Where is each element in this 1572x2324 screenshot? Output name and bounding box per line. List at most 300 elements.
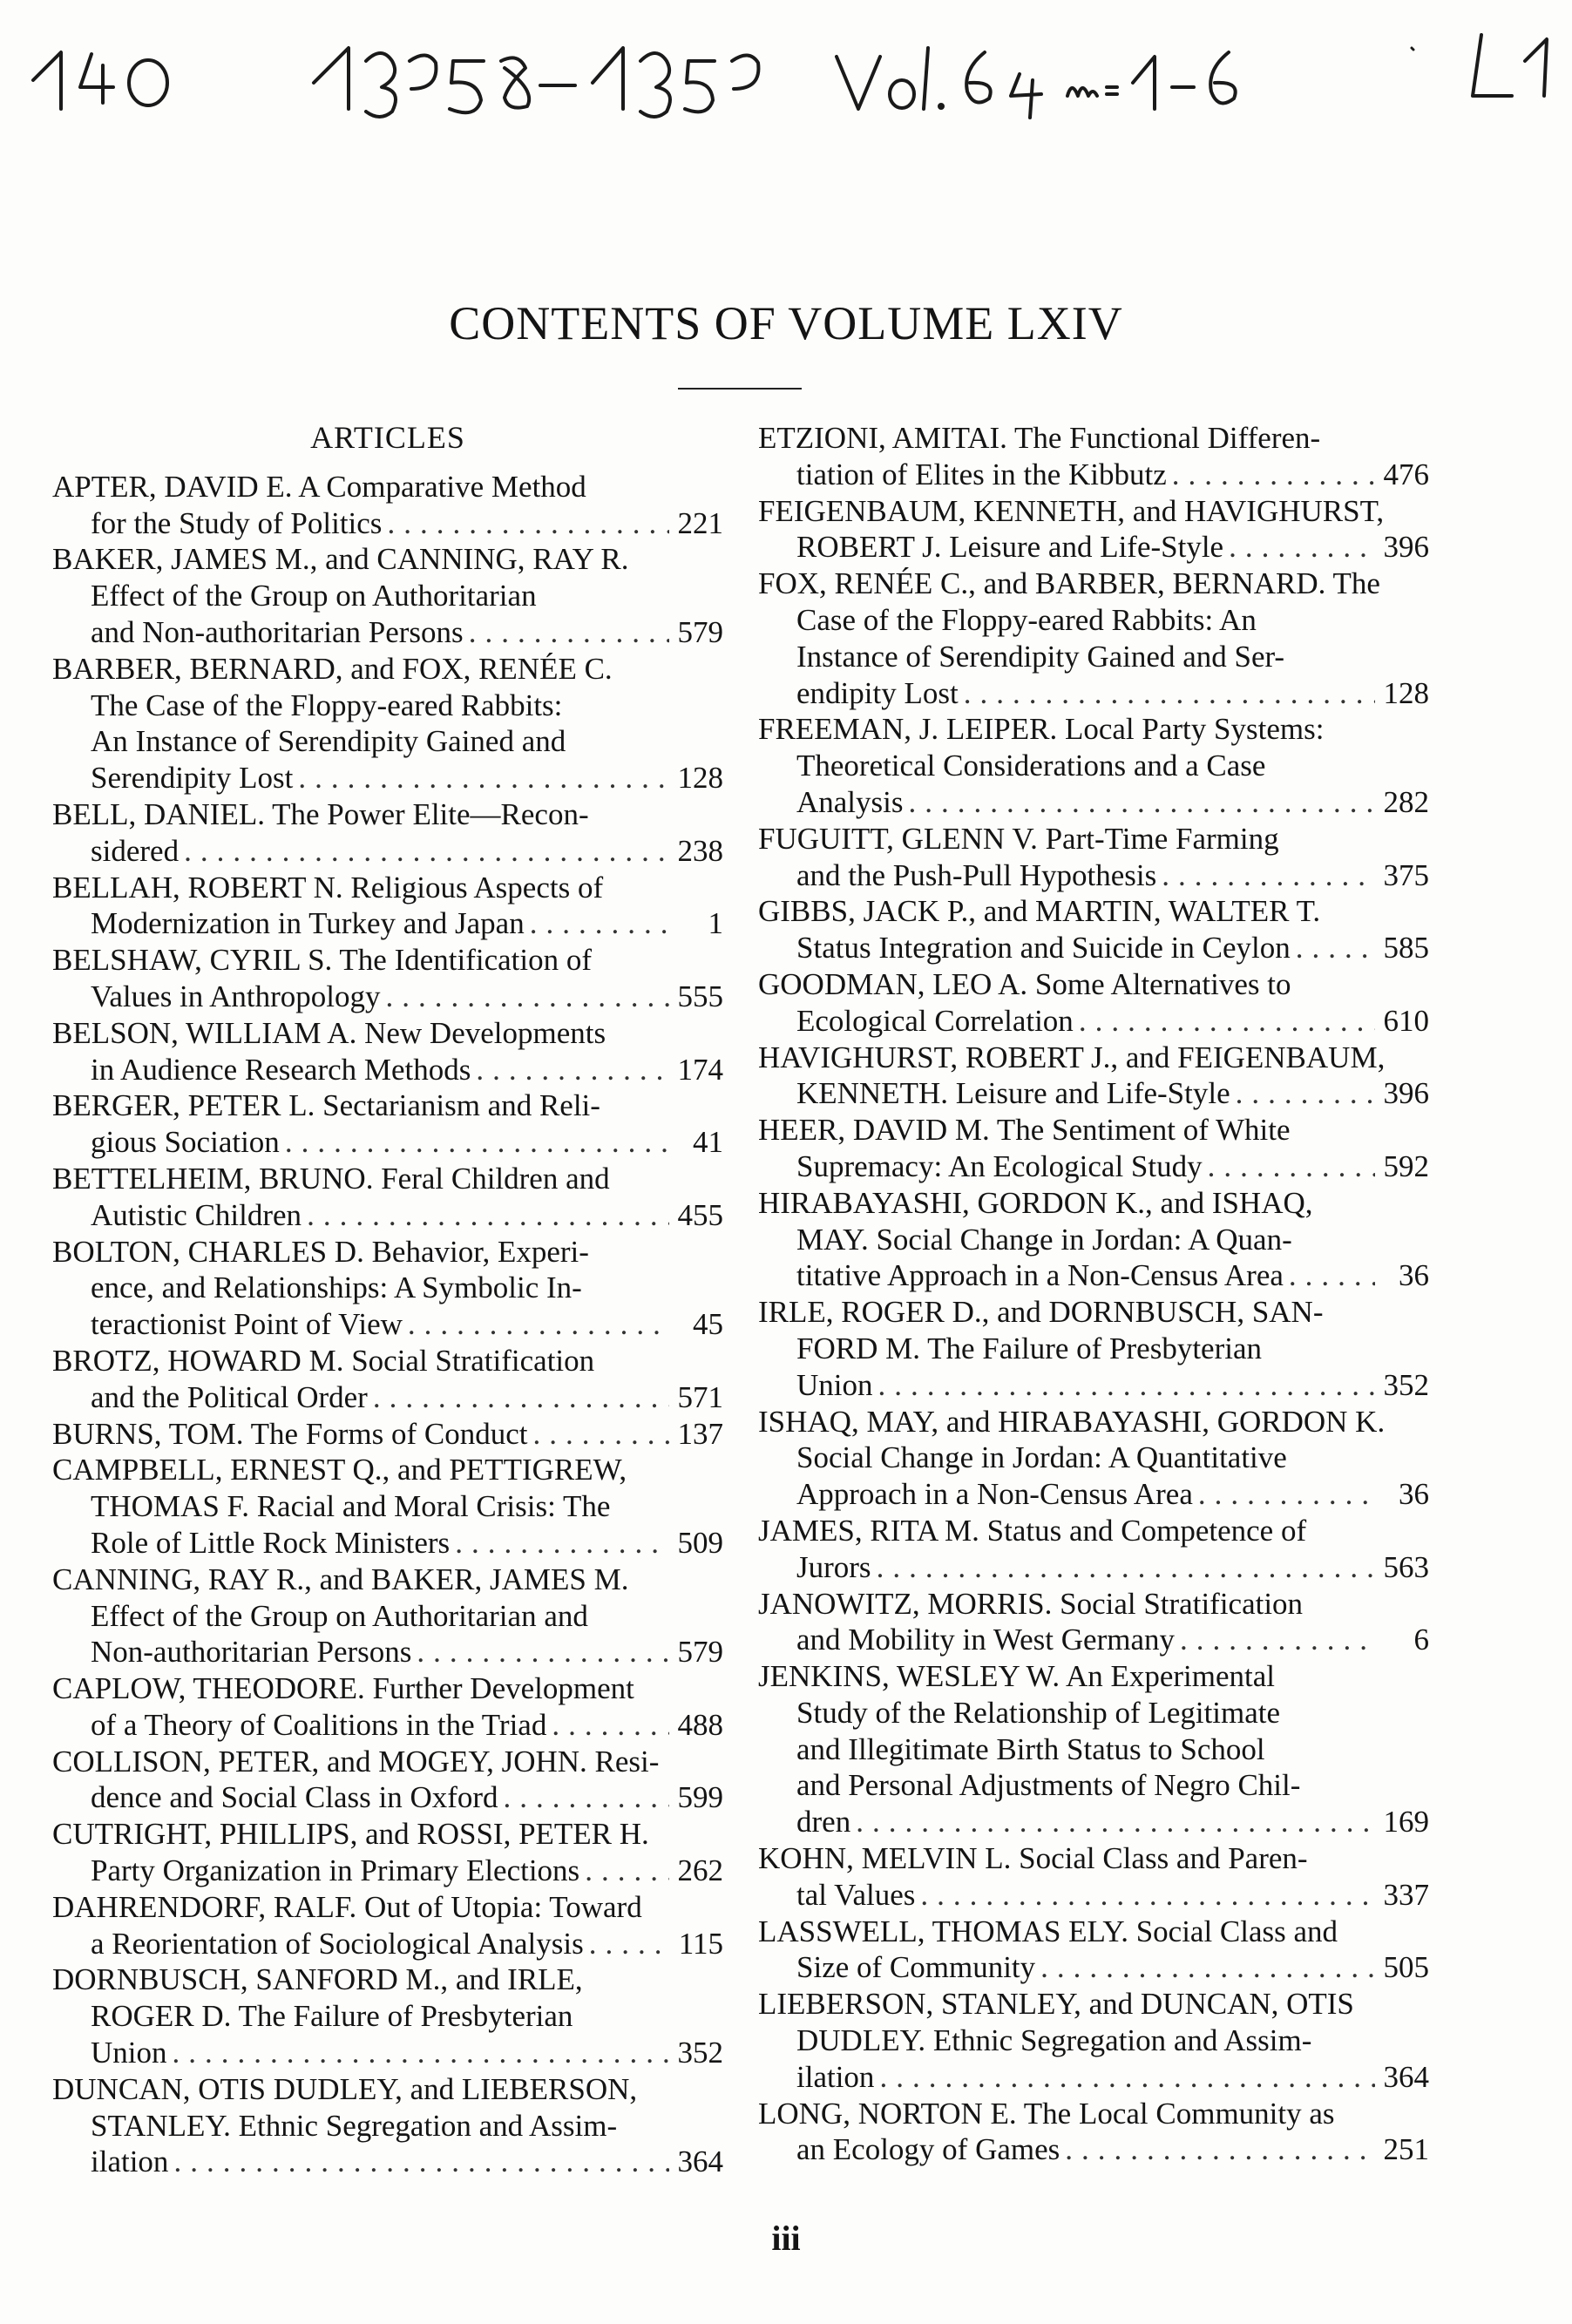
page-number: 41 [693,1125,723,1160]
page-number: 488 [677,1707,723,1742]
toc-entry-line [52,833,723,870]
toc-entry-text: and Illegitimate Birth Status to School [796,1731,1265,1766]
leader-dots [1208,1148,1375,1185]
toc-entry [52,1562,723,1670]
toc-entry-text: FUGUITT, GLENN V. Part-Time Farming [758,821,1279,856]
toc-entry-line [758,1476,1429,1513]
toc-entry-text: Analysis [796,784,904,819]
leader-dots [408,1306,669,1343]
toc-entry-text: Party Organization in Primary Elections [91,1853,580,1888]
toc-entry-text: Union [796,1367,873,1402]
toc-entry-text: HEER, DAVID M. The Sentiment of White [758,1113,1291,1148]
toc-entry [758,566,1429,711]
toc-entry-line [758,1112,1429,1148]
toc-entry [758,1840,1429,1914]
toc-entry-line [758,1257,1429,1294]
toc-entry-text: BOLTON, CHARLES D. Behavior, Experi- [52,1234,589,1269]
handwriting-svg [0,0,1572,166]
toc-entry-line [758,1767,1429,1804]
toc-entry-line [758,1148,1429,1185]
toc-entry-line [52,688,723,724]
toc-entry-text: Supremacy: An Ecological Study [796,1148,1203,1183]
page-number: 221 [677,505,723,540]
toc-entry-text: dence and Social Class in Oxford [91,1780,498,1815]
toc-entry-text: Union [91,2036,167,2070]
toc-entry-text: BARBER, BERNARD, and FOX, RENÉE C. [52,651,613,686]
toc-entry-line [758,821,1429,857]
leader-dots [1172,457,1375,493]
toc-entry-line [758,529,1429,566]
leader-dots [530,905,669,942]
leader-dots [387,505,669,542]
toc-entry [758,1112,1429,1185]
leader-dots [469,614,669,651]
toc-entry [52,2071,723,2180]
toc-entry-line [52,1634,723,1670]
toc-entry-text: JANOWITZ, MORRIS. Social Stratification [758,1586,1304,1621]
toc-entry-line [758,566,1429,602]
toc-entry-text: LIEBERSON, STANLEY, and DUNCAN, OTIS [758,1987,1354,2022]
leader-dots [856,1804,1375,1840]
page-number: 115 [678,1926,723,1961]
toc-entry-line [758,1986,1429,2022]
toc-entry-text: dren [796,1805,851,1840]
page-number: 174 [677,1052,723,1087]
toc-entry [758,1914,1429,1987]
toc-entry-line [52,1306,723,1343]
leader-dots [307,1197,669,1234]
toc-entry-line [758,1914,1429,1950]
leader-dots [589,1926,669,1962]
toc-entry-line [52,1161,723,1197]
toc-entry-text: KENNETH. Leisure and Life-Style [796,1076,1230,1111]
toc-entry-line [52,1779,723,1816]
leader-dots [455,1525,669,1562]
toc-entry-text: Modernization in Turkey and Japan [91,906,525,941]
toc-entry-text: Autistic Children [91,1197,302,1232]
toc-entry-text: BELSON, WILLIAM A. New Developments [52,1015,606,1050]
toc-entry-text: JENKINS, WESLEY W. An Experimental [758,1659,1276,1694]
toc-entry-line [52,1015,723,1052]
toc-entry-line [758,602,1429,639]
toc-entry-line [758,675,1429,712]
toc-entry-line [52,1525,723,1562]
toc-entry-line [758,639,1429,675]
leader-dots [1296,930,1375,966]
toc-entry-line [758,784,1429,821]
page-title: CONTENTS OF VOLUME LXIV [449,297,1123,349]
toc-entry [758,2096,1429,2169]
toc-entry-text: FOX, RENÉE C., and BARBER, BERNARD. The [758,566,1380,601]
page-number: 169 [1383,1805,1429,1840]
toc-entry-line [758,1840,1429,1877]
toc-entry-text: DUDLEY. Ethnic Segregation and Assim- [796,2023,1312,2058]
toc-entry-line [758,2059,1429,2096]
toc-entry-text: THOMAS F. Racial and Moral Crisis: The [91,1489,611,1524]
toc-entry-line [52,1379,723,1416]
toc-entry-line [758,711,1429,748]
leader-dots [879,2059,1375,2096]
toc-entry-line [52,1707,723,1744]
page-number: 128 [1383,675,1429,710]
right-entries [758,420,1429,2168]
toc-entry-text: JAMES, RITA M. Status and Competence of [758,1513,1307,1548]
toc-entry-text: Role of Little Rock Ministers [91,1525,451,1560]
toc-entry-text: and Mobility in West Germany [796,1623,1175,1657]
toc-entry-line [758,420,1429,457]
toc-entry-text: Case of the Floppy-eared Rabbits: An [796,602,1257,637]
toc-entry [52,1962,723,2070]
leader-dots [1198,1476,1375,1513]
toc-entry-line [52,614,723,651]
page-number: 282 [1383,784,1429,819]
toc-entry-text: BROTZ, HOWARD M. Social Stratification [52,1343,595,1378]
toc-entry-line [52,1197,723,1234]
toc-entry-line [52,1452,723,1488]
page-number: 396 [1383,1076,1429,1111]
toc-entry-line [52,2144,723,2180]
toc-entry-line [758,457,1429,493]
toc-entry-line [52,760,723,796]
toc-entry-text: tal Values [796,1877,916,1912]
toc-entry-text: Study of the Relationship of Legitimate [796,1695,1281,1730]
toc-entry-line [52,870,723,906]
leader-dots [173,2035,670,2071]
toc-entry [52,1234,723,1343]
page-number: 238 [677,833,723,868]
toc-entry-text: BAKER, JAMES M., and CANNING, RAY R. [52,542,629,577]
page-number: 1 [708,906,723,941]
toc-entry-line [758,1549,1429,1586]
toc-entry-text: Approach in a Non-Census Area [796,1477,1193,1512]
leader-dots [877,1549,1375,1586]
toc-entry-line [758,2096,1429,2132]
leader-dots [909,784,1376,821]
toc-entry [758,1658,1429,1840]
toc-entry-text: ROGER D. The Failure of Presbyterian [91,1999,573,2034]
toc-entry-text: CAPLOW, THEODORE. Further Development [52,1671,634,1706]
left-entries [52,469,723,2180]
toc-entry-line [52,1998,723,2035]
toc-entry-line [52,1270,723,1306]
toc-entry-text: BETTELHEIM, BRUNO. Feral Children and [52,1161,610,1196]
toc-entry [758,1185,1429,1294]
toc-entry-line [52,1744,723,1780]
toc-entry-line [52,505,723,542]
toc-entry-text: DUNCAN, OTIS DUDLEY, and LIEBERSON, [52,2071,638,2106]
leader-dots [585,1853,669,1889]
toc-entry [52,651,723,796]
leader-dots [1079,1003,1375,1040]
toc-entry-line [52,1562,723,1598]
toc-entry-text: BELLAH, ROBERT N. Religious Aspects of [52,870,604,905]
toc-entry-text: KOHN, MELVIN L. Social Class and Paren- [758,1841,1308,1876]
toc-entry-text: FEIGENBAUM, KENNETH, and HAVIGHURST, [758,493,1385,528]
toc-entry-line [758,966,1429,1003]
toc-entry [758,420,1429,493]
toc-entry-line [52,2071,723,2108]
leader-dots [298,760,669,796]
leader-dots [532,1416,669,1453]
toc-entry-line [758,1440,1429,1476]
toc-entry-line [758,493,1429,530]
toc-entry-line [52,1416,723,1453]
leader-dots [1180,1622,1375,1658]
toc-entry-text: GIBBS, JACK P., and MARTIN, WALTER T. [758,894,1321,929]
toc-entry-line [52,723,723,760]
toc-entry-line [758,857,1429,894]
toc-entry-text: CANNING, RAY R., and BAKER, JAMES M. [52,1562,629,1596]
toc-entry-line [758,1949,1429,1986]
toc-entry-line [758,1222,1429,1258]
toc-entry-text: IRLE, ROGER D., and DORNBUSCH, SAN- [758,1295,1324,1330]
toc-entry-text: a Reorientation of Sociological Analysis [91,1926,584,1961]
toc-entry-text: STANLEY. Ethnic Segregation and Assim- [91,2108,618,2143]
toc-entry-line [52,1853,723,1889]
toc-entry [758,966,1429,1040]
toc-entry-line [758,1331,1429,1367]
toc-entry-text: Theoretical Considerations and a Case [796,749,1266,783]
page-number: 6 [1413,1623,1429,1657]
toc-entry-text: ilation [796,2059,875,2094]
page-number: 396 [1383,530,1429,565]
toc-entry-line [52,1926,723,1962]
toc-entry-line [52,2108,723,2144]
handwritten-annotation [0,0,1572,166]
section-heading: ARTICLES [310,420,465,455]
page-number: 571 [677,1379,723,1414]
toc-entry [758,1404,1429,1513]
toc-entry-text: An Instance of Serendipity Gained and [91,724,566,759]
toc-entry-text: Values in Anthropology [91,979,381,1013]
leader-dots [1229,529,1375,566]
toc-entry-text: Serendipity Lost [91,761,294,796]
toc-entry-text: The Case of the Floppy-eared Rabbits: [91,688,563,722]
toc-entry-line [52,541,723,578]
page-number: 505 [1383,1950,1429,1985]
toc-entry [52,1452,723,1561]
toc-entry-text: DORNBUSCH, SANFORD M., and IRLE, [52,1962,583,1997]
toc-entry-line [52,1598,723,1635]
page-number: 375 [1383,857,1429,892]
leader-dots [504,1779,669,1816]
toc-entry-line [52,578,723,614]
page-number: 352 [677,2036,723,2070]
toc-entry [52,796,723,870]
toc-entry-text: of a Theory of Coalitions in the Triad [91,1707,547,1742]
toc-entry-line [758,2022,1429,2059]
page-number: 337 [1383,1877,1429,1912]
toc-entry-text: CAMPBELL, ERNEST Q., and PETTIGREW, [52,1453,627,1487]
toc-entry-line [52,1962,723,1998]
page-number: 36 [1399,1477,1429,1512]
toc-entry-line [758,1185,1429,1222]
toc-entry-line [758,930,1429,966]
toc-entry-line [52,796,723,833]
page-number: 128 [677,761,723,796]
toc-entry-text: ilation [91,2144,169,2179]
page-number: 364 [677,2144,723,2179]
page-number: 455 [677,1197,723,1232]
toc-entry-line [52,1816,723,1853]
left-column [52,420,723,2180]
page-number: 364 [1383,2059,1429,2094]
toc-entry-text: titative Approach in a Non-Census Area [796,1258,1284,1293]
toc-entry [52,1087,723,1161]
toc-entry-text: Jurors [796,1549,871,1584]
toc-entry [758,711,1429,820]
toc-entry-text: and the Push-Pull Hypothesis [796,857,1157,892]
toc-entry-text: an Ecology of Games [796,2132,1060,2167]
toc-entry-line [52,942,723,979]
page-number: 36 [1399,1258,1429,1293]
toc-entry-text: Effect of the Group on Authoritarian [91,579,537,613]
leader-dots [184,833,669,870]
toc-entry-line [758,1804,1429,1840]
toc-entry-text: ROBERT J. Leisure and Life-Style [796,530,1224,565]
toc-entry-line [52,1488,723,1525]
leader-dots [417,1634,669,1670]
toc-entry-text: Instance of Serendipity Gained and Ser- [796,639,1285,674]
toc-entry [52,1670,723,1744]
toc-entry-line [52,1889,723,1926]
toc-entry-line [758,1075,1429,1112]
toc-entry-text: ISHAQ, MAY, and HIRABAYASHI, GORDON K. [758,1404,1386,1439]
leader-dots [476,1052,669,1088]
toc-entry-text: GOODMAN, LEO A. Some Alternatives to [758,966,1291,1001]
toc-entry [52,942,723,1015]
toc-entry-text: FORD M. The Failure of Presbyterian [796,1331,1263,1365]
toc-entry-line [52,1124,723,1161]
leader-dots [552,1707,669,1744]
toc-entry-line [758,1695,1429,1731]
toc-entry-line [758,1367,1429,1404]
leader-dots [385,979,669,1015]
toc-entry [758,493,1429,566]
toc-entry-text: tiation of Elites in the Kibbutz [796,457,1167,491]
page-number: 251 [1383,2132,1429,2167]
leader-dots [1289,1257,1375,1294]
toc-entry [52,1889,723,1962]
toc-entry [52,541,723,650]
toc-entry-line [52,651,723,688]
toc-entry-line [758,1586,1429,1623]
right-column [758,420,1429,2168]
toc-entry-text: Status Integration and Suicide in Ceylon [796,931,1291,966]
toc-entry [758,1986,1429,2095]
page-number: 599 [677,1780,723,1815]
toc-entry [758,1513,1429,1586]
toc-entry [758,893,1429,966]
toc-entry-text: HIRABAYASHI, GORDON K., and ISHAQ, [758,1185,1313,1220]
toc-entry-text: FREEMAN, J. LEIPER. Local Party Systems: [758,712,1325,747]
toc-entry-line [758,2131,1429,2168]
toc-entry-line [758,1003,1429,1040]
page-number: 592 [1383,1148,1429,1183]
toc-entry-line [52,469,723,505]
toc-entry-text: gious Sociation [91,1125,280,1160]
toc-entry-line [758,1040,1429,1076]
toc-entry-text: DAHRENDORF, RALF. Out of Utopia: Toward [52,1889,642,1924]
leader-dots [1236,1075,1375,1112]
toc-entry-text: COLLISON, PETER, and MOGEY, JOHN. Resi- [52,1744,660,1779]
toc-entry [758,1586,1429,1659]
toc-entry [52,1161,723,1234]
toc-entry-line [52,1343,723,1379]
toc-entry-line [758,1404,1429,1440]
toc-entry-line [758,1622,1429,1658]
toc-entry-text: Non-authoritarian Persons [91,1635,412,1670]
toc-entry-text: Ecological Correlation [796,1003,1074,1038]
leader-dots [373,1379,669,1416]
toc-entry-line [758,1731,1429,1768]
toc-entry [52,469,723,542]
toc-entry-text: ETZIONI, AMITAI. The Functional Differen- [758,421,1321,455]
toc-entry-line [52,1087,723,1124]
toc-entry [52,1015,723,1088]
toc-entry-text: and Personal Adjustments of Negro Chil- [796,1768,1301,1803]
leader-dots [173,2144,669,2180]
toc-entry-line [758,1294,1429,1331]
toc-entry-text: for the Study of Politics [91,505,383,540]
toc-entry [52,870,723,943]
toc-entry [758,1040,1429,1113]
toc-entry-text: Size of Community [796,1950,1036,1985]
toc-entry-line [758,1513,1429,1549]
page-number: 555 [677,979,723,1013]
page-number: 579 [677,614,723,649]
toc-entry [52,1416,723,1453]
page-number: 509 [677,1525,723,1560]
leader-dots [285,1124,669,1161]
toc-entry-text: endipity Lost [796,675,959,710]
title-rule [678,388,802,390]
toc-entry-text: LASSWELL, THOMAS ELY. Social Class and [758,1914,1338,1948]
leader-dots [964,675,1375,712]
page-number: 262 [677,1853,723,1888]
toc-entry-text: in Audience Research Methods [91,1052,471,1087]
toc-entry [758,821,1429,894]
toc-entry-text: sidered [91,833,180,868]
toc-entry-text: LONG, NORTON E. The Local Community as [758,2096,1335,2131]
toc-entry-line [52,1052,723,1088]
toc-entry-line [52,1670,723,1707]
toc-entry-text: APTER, DAVID E. A Comparative Method [52,469,586,504]
toc-entry-line [52,2035,723,2071]
page-number: 137 [677,1416,723,1451]
toc-entry-text: BELL, DANIEL. The Power Elite—Recon- [52,796,589,831]
page-number: 579 [677,1635,723,1670]
toc-entry-line [52,905,723,942]
toc-entry [758,1294,1429,1403]
leader-dots [1065,2131,1375,2168]
page-number: 352 [1383,1367,1429,1402]
toc-entry-line [758,748,1429,784]
page-number: 45 [693,1307,723,1342]
leader-dots [878,1367,1376,1404]
leader-dots [1040,1949,1375,1986]
toc-entry-line [52,979,723,1015]
toc-entry-text: BELSHAW, CYRIL S. The Identification of [52,943,593,978]
toc-entry [52,1816,723,1889]
toc-entry-text: Social Change in Jordan: A Quantitative [796,1440,1287,1475]
toc-entry-line [52,1234,723,1270]
toc-entry-text: and the Political Order [91,1379,368,1414]
leader-dots [1162,857,1375,894]
toc-entry-text: and Non-authoritarian Persons [91,614,464,649]
toc-entry-text: MAY. Social Change in Jordan: A Quan- [796,1222,1292,1257]
toc-entry-text: CUTRIGHT, PHILLIPS, and ROSSI, PETER H. [52,1817,649,1852]
